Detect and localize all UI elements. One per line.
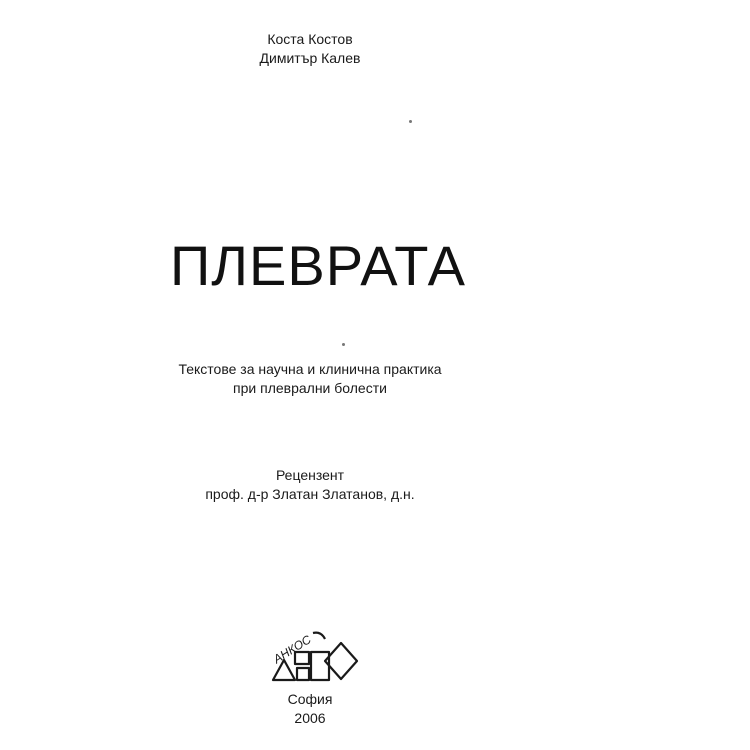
scan-speck (342, 343, 345, 346)
imprint (0, 690, 620, 728)
imprint-year: 2006 (294, 710, 326, 726)
author-1: Коста Костов (267, 31, 353, 47)
subtitle-line-1: Текстове за научна и клинична практика (178, 361, 442, 377)
subtitle (0, 360, 620, 398)
ankos-logo-text: АНКОС (270, 632, 314, 667)
subtitle-line-2: при плеврални болести (233, 380, 387, 396)
scan-speck (409, 120, 412, 123)
ankos-logo-icon (265, 625, 365, 685)
reviewer-label: Рецензент (275, 467, 345, 483)
reviewer-block (0, 466, 620, 504)
book-title: ПЛЕВРАТА (170, 234, 466, 297)
author-2: Димитър Калев (259, 50, 361, 66)
reviewer-name: проф. д-р Златан Златанов, д.н. (205, 486, 415, 502)
imprint-city: София (287, 691, 333, 707)
authors (0, 30, 620, 68)
